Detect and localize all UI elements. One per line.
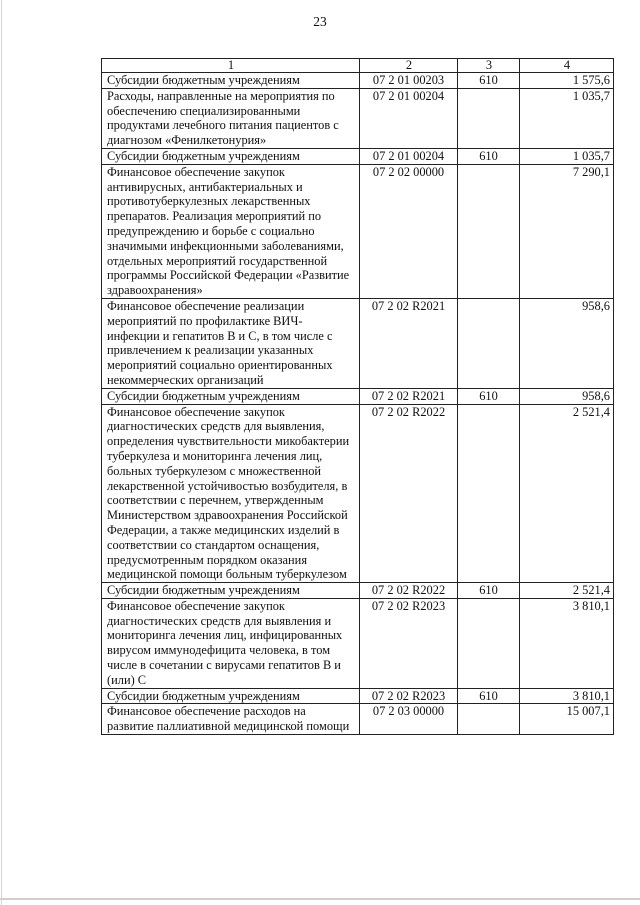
cell-amount: 1 035,7 bbox=[520, 88, 614, 148]
cell-type: 610 bbox=[458, 148, 520, 164]
cell-name: Финансовое обеспечение расходов на развитие паллиативной медицинской помощи bbox=[102, 704, 360, 735]
cell-amount: 2 521,4 bbox=[520, 583, 614, 599]
cell-code: 07 2 03 00000 bbox=[360, 704, 458, 735]
cell-type bbox=[458, 598, 520, 688]
cell-type: 610 bbox=[458, 388, 520, 404]
cell-amount: 1 575,6 bbox=[520, 73, 614, 89]
cell-type bbox=[458, 404, 520, 583]
cell-amount: 958,6 bbox=[520, 298, 614, 388]
header-col-name: 1 bbox=[102, 59, 360, 73]
page-number: 23 bbox=[313, 14, 327, 29]
table-row bbox=[102, 598, 614, 688]
cell-name: Субсидии бюджетным учреждениям bbox=[102, 688, 360, 704]
cell-name: Расходы, направленные на мероприятия по обеспечению специализированными продуктами лечебного питания пациентов с диагнозом «Фенилкетонурия» bbox=[102, 88, 360, 148]
cell-code: 07 2 01 00203 bbox=[360, 73, 458, 89]
header-col-code: 2 bbox=[360, 59, 458, 73]
cell-code: 07 2 02 R2021 bbox=[360, 388, 458, 404]
cell-code: 07 2 02 R2023 bbox=[360, 688, 458, 704]
cell-code: 07 2 02 R2022 bbox=[360, 404, 458, 583]
cell-amount: 958,6 bbox=[520, 388, 614, 404]
scan-edge-bottom bbox=[0, 898, 640, 900]
table-row bbox=[102, 298, 614, 388]
cell-name: Субсидии бюджетным учреждениям bbox=[102, 583, 360, 599]
cell-code: 07 2 02 00000 bbox=[360, 164, 458, 298]
cell-amount: 15 007,1 bbox=[520, 704, 614, 735]
cell-name: Субсидии бюджетным учреждениям bbox=[102, 73, 360, 89]
cell-name: Финансовое обеспечение реализации мероприятий по профилактике ВИЧ-инфекции и гепатитов B и C, в том числе с привлечением к реализации указанных мероприятий социально ориентированных некоммерческих организаций bbox=[102, 298, 360, 388]
cell-type: 610 bbox=[458, 583, 520, 599]
cell-amount: 3 810,1 bbox=[520, 688, 614, 704]
cell-code: 07 2 01 00204 bbox=[360, 88, 458, 148]
table-row bbox=[102, 88, 614, 148]
header-col-amount: 4 bbox=[520, 59, 614, 73]
cell-type: 610 bbox=[458, 688, 520, 704]
cell-amount: 1 035,7 bbox=[520, 148, 614, 164]
cell-name: Финансовое обеспечение закупок диагностических средств для выявления и мониторинга лечения лиц, инфицированных вирусом иммунодефицита человека, в том числе в сочетании с вирусами гепатитов B и (или) C bbox=[102, 598, 360, 688]
table-row bbox=[102, 404, 614, 583]
cell-name: Финансовое обеспечение закупок диагностических средств для выявления, определения чувствительности микобактерии туберкулеза и мониторинга лечения лиц, больных туберкулезом с множественной лекарственной устойчивостью возбудителя, в соответствии с перечнем, утвержденным Министерством здравоохранения Российской Федерации, а также медицинских изделий в соответствии со стандартом оснащения, предусмотренным порядком оказания медицинской помощи больным туберкулезом bbox=[102, 404, 360, 583]
header-col-type: 3 bbox=[458, 59, 520, 73]
cell-code: 07 2 01 00204 bbox=[360, 148, 458, 164]
scan-edge-left bbox=[1, 0, 2, 905]
table-row bbox=[102, 388, 614, 404]
table-header-row bbox=[102, 59, 614, 73]
table-row bbox=[102, 164, 614, 298]
cell-amount: 2 521,4 bbox=[520, 404, 614, 583]
table-row bbox=[102, 704, 614, 735]
cell-name: Субсидии бюджетным учреждениям bbox=[102, 388, 360, 404]
cell-type bbox=[458, 298, 520, 388]
table-row bbox=[102, 688, 614, 704]
cell-type bbox=[458, 164, 520, 298]
cell-code: 07 2 02 R2022 bbox=[360, 583, 458, 599]
cell-code: 07 2 02 R2023 bbox=[360, 598, 458, 688]
cell-name: Субсидии бюджетным учреждениям bbox=[102, 148, 360, 164]
table-row bbox=[102, 583, 614, 599]
table-row bbox=[102, 148, 614, 164]
cell-code: 07 2 02 R2021 bbox=[360, 298, 458, 388]
cell-type bbox=[458, 88, 520, 148]
table-row bbox=[102, 73, 614, 89]
cell-name: Финансовое обеспечение закупок антивирусных, антибактериальных и противотуберкулезных лекарственных препаратов. Реализация мероприятий по предупреждению и борьбе с социально значимыми инфекционными заболеваниями, отдельных мероприятий государственной программы Российской Федерации «Развитие здравоохранения» bbox=[102, 164, 360, 298]
cell-amount: 3 810,1 bbox=[520, 598, 614, 688]
budget-table bbox=[101, 58, 614, 735]
cell-amount: 7 290,1 bbox=[520, 164, 614, 298]
cell-type bbox=[458, 704, 520, 735]
cell-type: 610 bbox=[458, 73, 520, 89]
